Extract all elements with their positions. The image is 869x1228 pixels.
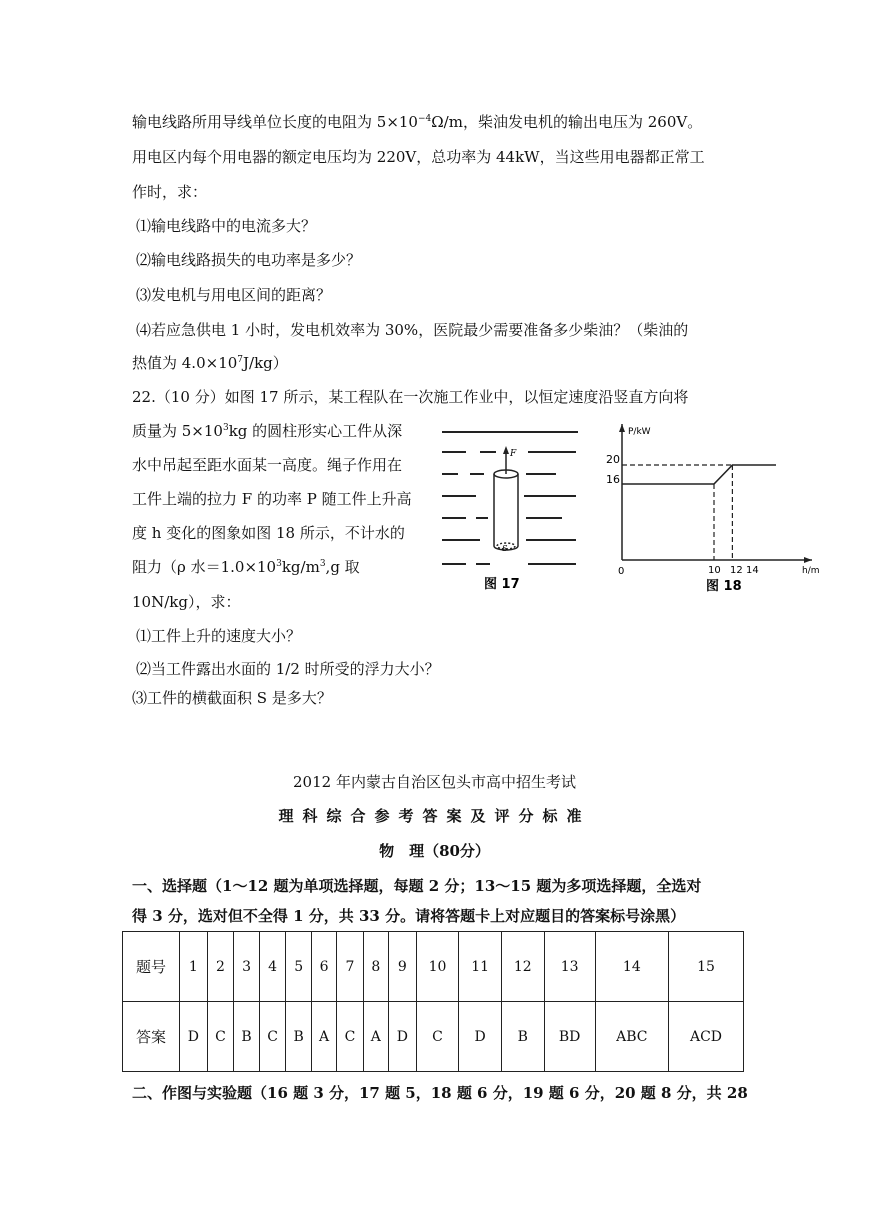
figure-17-caption: 图 17 (484, 577, 520, 592)
question-1: ⑴工件上升的速度大小？ (136, 627, 302, 645)
question-2: ⑵输电线路损失的电功率是多少？ (136, 251, 362, 269)
x-tick-10: 10 (708, 565, 721, 576)
section-1-heading-cont: 得 3 分，选对但不全得 1 分，共 33 分。请将答题卡上对应题目的答案标号涂黑） (132, 907, 686, 925)
question-number-cell: 5 (286, 932, 312, 1002)
text-line: 输电线路所用导线单位长度的电阻为 $5\times 10^{-4}\Omega/m$，柴油发电机的输出电压为 260V。 (132, 113, 703, 131)
question-number-cell: 6 (312, 932, 337, 1002)
answer-key-title: 理科综合参考答案及评分标准 (278, 807, 591, 825)
answer-cell: ACD (669, 1002, 744, 1072)
y-tick-20: 20 (606, 453, 620, 466)
question-number-cell: 9 (388, 932, 416, 1002)
figure-18-caption: 图 18 (706, 579, 742, 594)
question-3: ⑶发电机与用电区间的距离？ (136, 286, 332, 304)
figure-17 (436, 424, 584, 594)
question-1: ⑴输电线路中的电流多大？ (136, 217, 317, 235)
answer-cell: B (501, 1002, 544, 1072)
y-axis-arrow (619, 424, 625, 432)
question-number-cell: 13 (544, 932, 595, 1002)
question-2: ⑵当工件露出水面的 1/2 时所受的浮力大小？ (136, 660, 440, 678)
table-row (123, 1002, 744, 1072)
question-number-cell: 12 (501, 932, 544, 1002)
text-line: 用电区内每个用电器的额定电压均为 220V，总功率为 44kW，当这些用电器都正常工 (132, 148, 705, 166)
answer-cell: B (286, 1002, 312, 1072)
y-tick-16: 16 (606, 473, 620, 486)
x-tick-14: 14 (746, 565, 759, 576)
answer-cell: C (416, 1002, 459, 1072)
answer-cell: A (312, 1002, 337, 1072)
question-number-cell: 14 (595, 932, 668, 1002)
text-line: 工件上端的拉力 F 的功率 P 随工件上升高 (132, 490, 412, 508)
question-number-cell: 4 (259, 932, 286, 1002)
question-number-cell: 2 (207, 932, 234, 1002)
origin-label: 0 (618, 566, 625, 577)
answer-cell: D (388, 1002, 416, 1072)
row-header-number: 题号 (123, 932, 180, 1002)
question-number-cell: 15 (669, 932, 744, 1002)
figure-18-chart (596, 420, 832, 595)
answer-cell: D (459, 1002, 502, 1072)
answer-cell: C (207, 1002, 234, 1072)
question-number-cell: 7 (337, 932, 364, 1002)
answer-cell: C (259, 1002, 286, 1072)
answer-cell: B (234, 1002, 260, 1072)
question-3: ⑶工件的横截面积 S 是多大？ (132, 689, 332, 707)
answer-cell: C (337, 1002, 364, 1072)
area-label: S (502, 544, 508, 553)
problem-22-heading: 22.（10 分）如图 17 所示，某工程队在一次施工作业中，以恒定速度沿竖直方向将 (132, 388, 689, 406)
answer-cell: ABC (595, 1002, 668, 1072)
answer-table (122, 931, 744, 1072)
row-header-answer: 答案 (123, 1002, 180, 1072)
physics-heading: 物 理（80分） (379, 842, 490, 860)
x-axis-arrow (804, 557, 812, 563)
answer-cell: BD (544, 1002, 595, 1072)
text-line: 10N/kg），求： (132, 593, 241, 611)
text-line: 质量为 $5\times 10^3kg$ 的圆柱形实心工件从深 (132, 422, 403, 440)
force-label: F (510, 449, 517, 459)
x-tick-12: 12 (730, 565, 743, 576)
x-axis-label: h/m (802, 566, 820, 576)
question-4: ⑷若应急供电 1 小时，发电机效率为 30%，医院最少需要准备多少柴油？（柴油的 (136, 321, 689, 339)
question-number-cell: 3 (234, 932, 260, 1002)
text-line: 度 h 变化的图象如图 18 所示，不计水的 (132, 524, 405, 542)
answer-key-header: 2012 年内蒙古自治区包头市高中招生考试 (293, 773, 576, 791)
text-line: 阻力（ρ 水$=1.0\times 10^3kg/m^3,g$ 取 (132, 558, 360, 576)
y-axis-label: P/kW (628, 427, 651, 437)
answer-cell: A (363, 1002, 388, 1072)
text-line: 作时，求： (132, 183, 208, 201)
question-number-cell: 1 (180, 932, 208, 1002)
section-2-heading: 二、作图与实验题（16 题 3 分，17 题 5，18 题 6 分，19 题 6 分，20 题 8 分，共 28 (132, 1084, 748, 1102)
power-series-line (622, 465, 776, 484)
question-number-cell: 11 (459, 932, 502, 1002)
section-1-heading: 一、选择题（1～12 题为单项选择题，每题 2 分；13～15 题为多项选择题，全选对 (132, 877, 702, 895)
question-number-cell: 8 (363, 932, 388, 1002)
table-row (123, 932, 744, 1002)
answer-cell: D (180, 1002, 208, 1072)
text-line: 水中吊起至距水面某一高度。绳子作用在 (132, 456, 403, 474)
text-line: 热值为 $4.0\times 10^7J/kg$） (132, 354, 288, 372)
question-number-cell: 10 (416, 932, 459, 1002)
